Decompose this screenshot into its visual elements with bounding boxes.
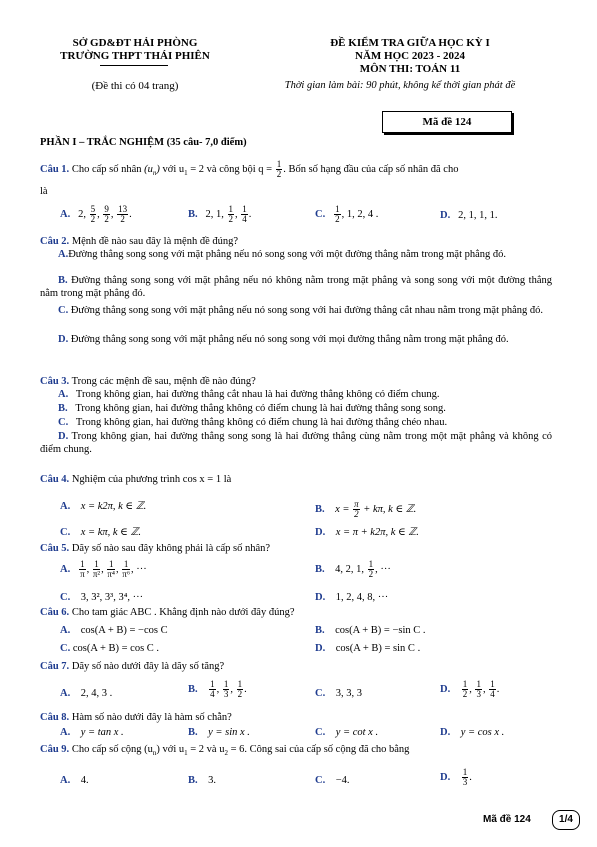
q9-option-b: B. 3.: [188, 775, 217, 786]
question-5: [40, 543, 270, 554]
section-title: PHẦN I – TRẮC NGHIỆM (35 câu- 7,0 điểm): [40, 137, 247, 148]
q6-option-d: D. cos(A + B) = sin C .: [315, 643, 421, 654]
question-text: . Bốn số hạng đầu của cấp số nhân đã cho: [283, 163, 459, 175]
q2-option-a: A.Đường thẳng song song với mặt phẳng nếu nó song song với một đường thẳng nằm trong mặt phẳng đó.: [58, 249, 507, 260]
pages-note: (Đề thi có 04 trang): [91, 80, 179, 92]
question-8: [40, 712, 232, 723]
q2-option-d: D. Đường thẳng song song với mặt phẳng nếu nó song song với mọi đường thẳng nằm trong mặt phẳng đó.: [58, 334, 509, 345]
q5-option-b: B. 4, 2, 1, $\frac{1}{2}$ , ···: [315, 559, 391, 579]
q1-option-b: B. 2, 1, $\frac{1}{2}$ , $\frac{1}{4}$ .: [188, 204, 252, 224]
divider: [100, 65, 168, 66]
question-text: = 2 và u: [187, 744, 225, 755]
option-letter: D.: [440, 210, 451, 221]
q3-option-d: D. Trong không gian, hai đường thẳng song song là hai đường thẳng cùng nằm trong một mặt phẳng và không có điểm chung.: [40, 431, 552, 455]
question-number: Câu 3.: [40, 376, 70, 387]
q9-option-d: D. $\frac{1}{3}$ .: [440, 767, 472, 787]
department-name: SỞ GD&ĐT HẢI PHÒNG: [72, 37, 198, 49]
footer-exam-code: Mã đề 124: [483, 814, 531, 825]
q4-option-d: D. x = π + k2π, k ∈ ℤ.: [315, 527, 419, 538]
question-number: Câu 4.: [40, 474, 70, 485]
q6-option-c: C. cos(A + B) = cos C .: [60, 643, 160, 654]
q1-option-a: A. 2, $\frac{5}{2}$ , $\frac{9}{2}$ , $\frac{13}{2}$ .: [60, 204, 132, 224]
exam-title: ĐỀ KIỂM TRA GIỮA HỌC KỲ I: [330, 37, 490, 49]
question-text: Dãy số nào dưới đây là dãy số tăng?: [69, 661, 225, 672]
question-number: Câu 1.: [40, 163, 70, 175]
question-text: = 2 và công bội q =: [187, 163, 275, 175]
question-number: Câu 8.: [40, 712, 70, 723]
question-text: = 6. Công sai của cấp số cộng đã cho bằng: [227, 744, 410, 755]
option-letter: C.: [315, 208, 326, 220]
q4-option-b: B. x = $\frac{\pi}{2}$ + kπ, k ∈ ℤ.: [315, 499, 417, 519]
q8-option-a: A. y = tan x .: [60, 727, 124, 738]
q3-option-c: C. Trong không gian, hai đường thẳng không có điểm chung là hai đường thẳng chéo nhau.: [58, 417, 448, 428]
question-4: [40, 474, 231, 485]
option-letter: A.: [60, 208, 71, 220]
q1-option-d: D. 2, 1, 1, 1.: [440, 210, 498, 221]
q8-option-b: B. y = sin x .: [188, 727, 250, 738]
q8-option-d: D. y = cos x .: [440, 727, 505, 738]
question-text: Dãy số nào sau đây không phải là cấp số nhân?: [69, 543, 271, 554]
page-number: 1/4: [552, 810, 580, 830]
question-number: Câu 5.: [40, 543, 70, 554]
question-7: [40, 661, 224, 672]
question-number: Câu 6.: [40, 607, 70, 618]
question-number: Câu 9.: [40, 744, 70, 755]
question-text: Nghiệm của phương trình cos x = 1 là: [69, 474, 232, 485]
question-text: Cho cấp số cộng (u: [69, 744, 153, 755]
q7-option-c: C. 3, 3, 3: [315, 688, 362, 699]
q7-option-d: D. $\frac{1}{2}$ , $\frac{1}{3}$ , $\frac{1}{4}$ .: [440, 679, 500, 699]
q5-option-a: A. $\frac{1}{\pi}$ , $\frac{1}{\text{π²}}$ , $\frac{1}{\text{π⁴}}$ , $\frac{1}{\text{π⁶}}$ , ···: [60, 559, 147, 579]
question-6: [40, 607, 295, 618]
q4-option-c: C. x = kπ, k ∈ ℤ.: [60, 527, 142, 538]
q7-option-b: B. $\frac{1}{4}$ , $\frac{1}{3}$ , $\frac{1}{2}$ .: [188, 679, 247, 699]
question-text: Cho cấp số nhân: [69, 163, 145, 175]
question-text: Mệnh đề nào sau đây là mệnh đề đúng?: [69, 236, 239, 247]
question-number: Câu 7.: [40, 661, 70, 672]
exam-code-box: Mã đề 124: [382, 111, 512, 133]
q5-option-c: C. 3, 3², 3³, 3⁴, ···: [60, 592, 144, 603]
q2-option-c: C. Đường thẳng song song với mặt phẳng nếu nó song song với hai đường thẳng cắt nhau nằm trong mặt phẳng đó.: [58, 305, 544, 316]
question-text: Trong các mệnh đề sau, mệnh đề nào đúng?: [69, 376, 256, 387]
q6-option-b: B. cos(A + B) = −sin C .: [315, 625, 426, 636]
school-year: NĂM HỌC 2023 - 2024: [355, 50, 465, 62]
q9-option-c: C. −4.: [315, 775, 350, 786]
q9-option-a: A. 4.: [60, 775, 89, 786]
question-text: Cho tam giác ABC . Khẳng định nào dưới đây đúng?: [69, 607, 295, 618]
q4-option-a: A. x = k2π, k ∈ ℤ.: [60, 501, 147, 512]
school-name: TRƯỜNG THPT THÁI PHIÊN: [60, 50, 210, 62]
question-text-cont: là: [40, 186, 48, 197]
question-text: Hàm số nào dưới đây là hàm số chẵn?: [69, 712, 232, 723]
question-3: [40, 376, 256, 387]
question-text: với u: [159, 163, 185, 175]
q6-option-a: A. cos(A + B) = −cos C: [60, 625, 168, 636]
q5-option-d: D. 1, 2, 4, 8, ···: [315, 592, 389, 603]
question-text: với u: [159, 744, 185, 755]
q7-option-a: A. 2, 4, 3 .: [60, 688, 113, 699]
q2-option-b: B. Đường thẳng song song với mặt phẳng nếu nó không nằm trong mặt phẳng và song song với một đường thẳng nằm trong mặt phẳng đó.: [40, 275, 553, 299]
option-letter: B.: [188, 208, 198, 220]
q8-option-c: C. y = cot x .: [315, 727, 379, 738]
question-2: [40, 236, 238, 247]
q1-option-c: C. $\frac{1}{2}$ , 1, 2, 4 .: [315, 204, 379, 224]
question-number: Câu 2.: [40, 236, 70, 247]
exam-time: Thời gian làm bài: 90 phút, không kể thời gian phát đề: [284, 80, 516, 91]
question-1: Câu 1. Cho cấp số nhân $(u_n)$ với $u_1 = 2$ và công bội q = $\frac{1}{2}$ . Bốn số hạng đầu của cấp số nhân đã cho: [40, 159, 459, 179]
question-9: Câu 9. Cho cấp số cộng $(u_n)$ với $u_1 = 2$ và $u_2 = 6$. Công sai của cấp số cộng đã cho bằng: [40, 744, 410, 758]
q3-option-b: B. Trong không gian, hai đường thẳng không có điểm chung là hai đường thẳng song song.: [58, 403, 446, 414]
q3-option-a: A. Trong không gian, hai đường thẳng cắt nhau là hai đường thẳng không có điểm chung.: [58, 389, 440, 400]
exam-subject: MÔN THI: TOÁN 11: [359, 63, 461, 75]
